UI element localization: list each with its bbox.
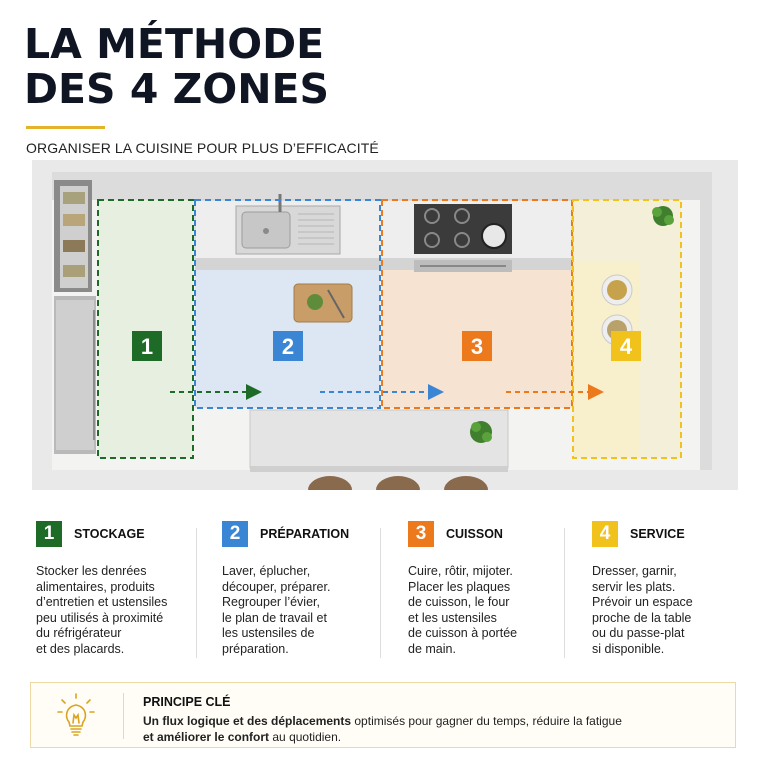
zone-stockage xyxy=(36,520,206,670)
zone-title: SERVICE xyxy=(630,527,685,541)
lightbulb-icon xyxy=(57,693,95,739)
principle-text-1: optimisés pour gagner du temps, réduire la fatigue xyxy=(351,714,622,728)
zone-1-area xyxy=(98,200,193,458)
refrigerator-icon xyxy=(54,296,96,454)
zone-descriptions xyxy=(24,520,744,670)
zone-service xyxy=(592,520,762,670)
shelving-icon xyxy=(54,180,92,292)
title-line-1: LA MÉTHODE xyxy=(24,20,325,68)
zone-divider xyxy=(380,528,381,658)
cutting-board-icon xyxy=(294,284,352,322)
zone-1-badge: 1 xyxy=(140,334,154,359)
zone-preparation xyxy=(222,520,392,670)
zone-4-badge: 4 xyxy=(619,334,633,359)
zone-number-badge: 2 xyxy=(222,521,248,547)
zone-number-badge: 4 xyxy=(592,521,618,547)
zone-number-badge: 3 xyxy=(408,521,434,547)
principle-divider xyxy=(123,693,124,739)
principle-title: PRINCIPE CLÉ xyxy=(143,695,231,709)
principle-text xyxy=(143,713,723,745)
zone-divider xyxy=(564,528,565,658)
zone-description: Laver, éplucher, découper, préparer. Regrouper l’évier, le plan de travail et les ustensiles de préparation. xyxy=(222,564,331,656)
principle-emphasis-2: et améliorer le confort xyxy=(143,730,270,744)
principle-text-2: au quotidien. xyxy=(269,730,342,744)
zone-divider xyxy=(196,528,197,658)
page-subtitle: ORGANISER LA CUISINE POUR PLUS D’EFFICACITÉ xyxy=(26,140,379,156)
zone-title: CUISSON xyxy=(446,527,503,541)
island-icon xyxy=(250,410,508,472)
zone-2-badge: 2 xyxy=(281,334,295,359)
zone-description: Dresser, garnir, servir les plats. Prévoir un espace proche de la table ou du passe-plat si disponible. xyxy=(592,564,693,656)
zone-description: Stocker les denrées alimentaires, produits d’entretien et ustensiles peu utilisés à proximité du réfrigérateur et des placards. xyxy=(36,564,168,656)
zone-3-badge: 3 xyxy=(470,334,484,359)
zone-cuisson xyxy=(408,520,578,670)
title-line-2: DES 4 ZONES xyxy=(24,65,330,113)
oven-icon xyxy=(414,260,512,272)
zone-title: STOCKAGE xyxy=(74,527,145,541)
key-principle-box xyxy=(30,682,736,748)
cooktop-icon xyxy=(414,204,512,254)
zone-description: Cuire, rôtir, mijoter. Placer les plaques de cuisson, le four et les ustensiles de cuisson à portée de main. xyxy=(408,564,518,656)
zone-number-badge: 1 xyxy=(36,521,62,547)
stool-icon xyxy=(308,476,488,490)
principle-emphasis-1: Un flux logique et des déplacements xyxy=(143,714,352,728)
zone-title: PRÉPARATION xyxy=(260,527,350,541)
